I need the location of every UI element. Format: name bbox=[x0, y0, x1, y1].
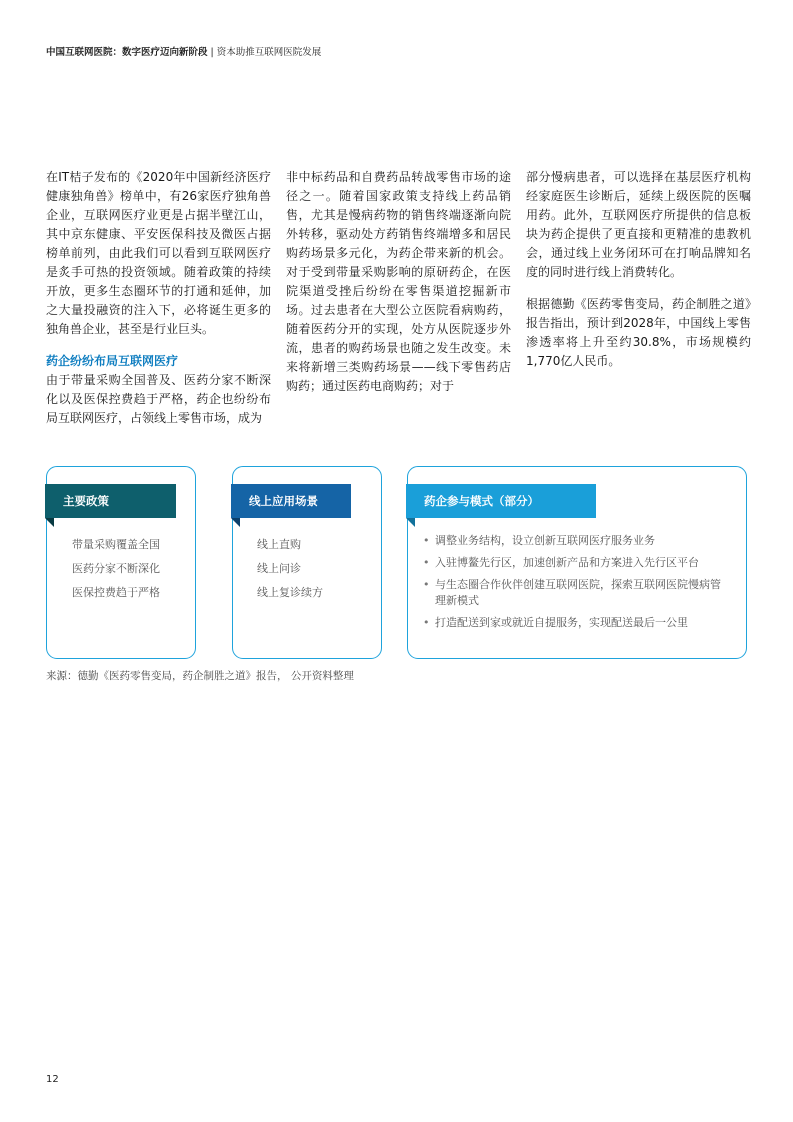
header-separator: | bbox=[207, 47, 217, 58]
list-item: 线上直购 bbox=[257, 538, 301, 551]
pharma-list bbox=[423, 533, 723, 637]
list-item bbox=[423, 555, 723, 571]
paragraph: 由于带量采购全国普及、医药分家不断深化以及医保控费趋于严格，药企也纷纷布局互联网医疗，占领线上零售市场，成为 bbox=[46, 373, 271, 425]
bullet-icon: • bbox=[423, 534, 430, 547]
paragraph: 根据德勤《医药零售变局，药企制胜之道》报告指出，预计到2028年，中国线上零售渗透率将上升至约30.8%，市场规模约1,770亿人民币。 bbox=[526, 297, 751, 368]
list-item: 线上复诊续方 bbox=[257, 586, 323, 599]
list-item-text: 调整业务结构，设立创新互联网医疗服务业务 bbox=[435, 534, 655, 547]
page-number: 12 bbox=[46, 1074, 59, 1085]
list-item: 带量采购覆盖全国 bbox=[72, 538, 160, 551]
paragraph: 部分慢病患者，可以选择在基层医疗机构经家庭医生诊断后，延续上级医院的医嘱用药。此外，互联网医疗所提供的信息板块为药企提供了更直接和更精准的患教机会，通过线上业务闭环可在打响品牌知名度的同时进行线上消费转化。 bbox=[526, 170, 751, 279]
bullet-icon: • bbox=[423, 616, 430, 629]
list-item bbox=[423, 533, 723, 549]
pharma-banner bbox=[406, 484, 596, 518]
bullet-icon: • bbox=[423, 578, 430, 591]
paragraph: 非中标药品和自费药品转战零售市场的途径之一。随着国家政策支持线上药品销售，尤其是慢病药物的销售终端逐渐向院外转移，驱动处方药销售终端增多和居民购药场景多元化，为药企带来新的机会。对于受到带量采购影响的原研药企，在医院渠道受挫后纷纷在零售渠道挖掘新市场。过去患者在大型公立医院看病购药，随着医药分开的实现，处方从医院逐步外流，患者的购药场景也随之发生改变。未来将新增三类购药场景——线下零售药店购药；通过医药电商购药；对于 bbox=[286, 170, 511, 393]
text-column-1 bbox=[46, 168, 271, 441]
scenarios-banner-title: 线上应用场景 bbox=[249, 494, 318, 508]
header-title: 中国互联网医院：数字医疗迈向新阶段 bbox=[46, 47, 208, 58]
policy-box bbox=[46, 466, 196, 659]
policy-banner-title: 主要政策 bbox=[63, 494, 109, 508]
list-item bbox=[423, 577, 723, 609]
list-item: 医保控费趋于严格 bbox=[72, 586, 160, 599]
scenarios-banner bbox=[231, 484, 351, 518]
list-item: 线上问诊 bbox=[257, 562, 301, 575]
pharma-participation-box bbox=[407, 466, 747, 659]
source-note: 来源：德勤《医药零售变局，药企制胜之道》报告， 公开资料整理 bbox=[46, 670, 354, 682]
running-header bbox=[46, 44, 321, 58]
list-item-text: 打造配送到家或就近自提服务，实现配送最后一公里 bbox=[435, 616, 688, 629]
text-column-3 bbox=[526, 168, 751, 384]
list-item: 医药分家不断深化 bbox=[72, 562, 160, 575]
pharma-banner-title: 药企参与模式（部分） bbox=[424, 494, 539, 508]
text-column-2 bbox=[286, 168, 511, 409]
scenarios-box bbox=[232, 466, 382, 659]
paragraph: 在IT桔子发布的《2020年中国新经济医疗健康独角兽》榜单中，有26家医疗独角兽企业，互联网医疗业更是占据半壁江山，其中京东健康、平安医保科技及微医占据榜单前列，由此我们可以看到互联网医疗是炙手可热的投资领域。随着政策的持续开放，更多生态圈环节的打通和延伸，加之大量投融资的注入下，必将诞生更多的独角兽企业，甚至是行业巨头。 bbox=[46, 170, 271, 336]
list-item-text: 与生态圈合作伙伴创建互联网医院，探索互联网医院慢病管理新模式 bbox=[435, 578, 721, 607]
policy-list bbox=[72, 533, 160, 605]
bullet-icon: • bbox=[423, 556, 430, 569]
list-item bbox=[423, 615, 723, 631]
section-subheading: 药企纷纷布局互联网医疗 bbox=[46, 354, 179, 368]
header-subtitle: 资本助推互联网医院发展 bbox=[216, 47, 322, 58]
policy-banner bbox=[45, 484, 176, 518]
list-item-text: 入驻博鳌先行区，加速创新产品和方案进入先行区平台 bbox=[435, 556, 699, 569]
scenarios-list bbox=[257, 533, 323, 605]
